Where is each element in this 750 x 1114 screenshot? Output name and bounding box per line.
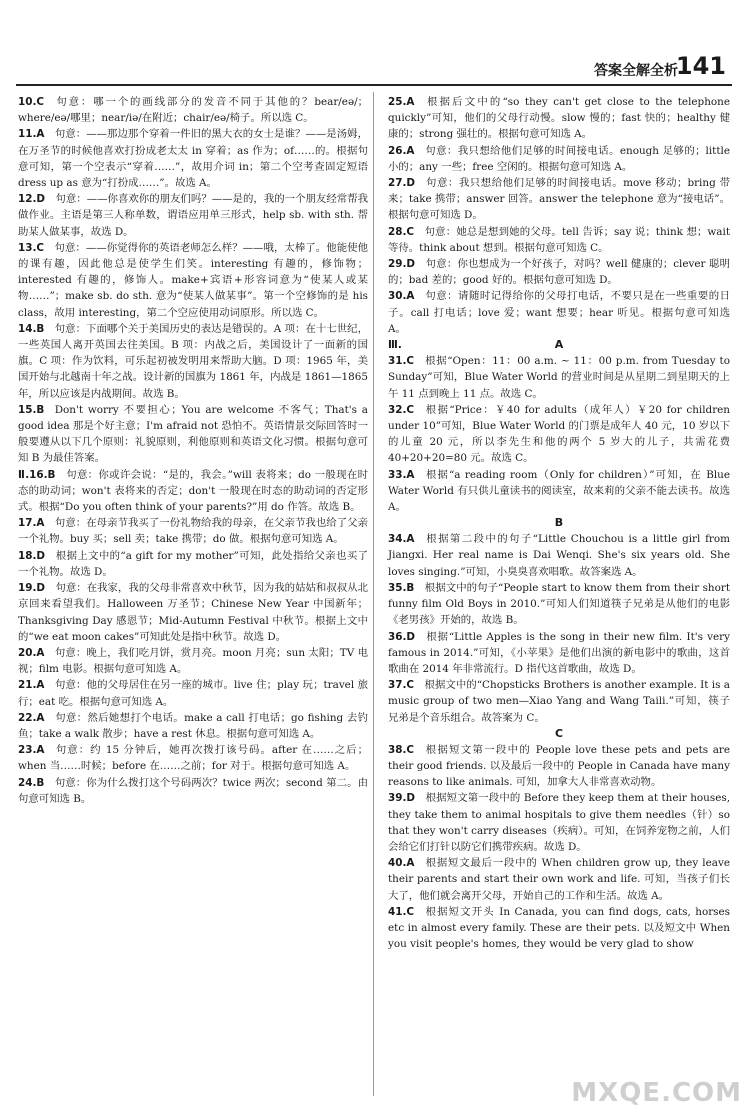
answer-explanation: 根据“Little Apples is the song in their new film. It's very famous in 2014.”可知，《小苹果》是他们出演的新电影中的歌曲，这首歌曲在 2014 年非常流行。D 指代这首歌曲，故选 D。 — [388, 630, 730, 675]
watermark-logo: MXQE.COM — [571, 1078, 742, 1108]
question-number: 14.B — [18, 322, 45, 335]
answer-explanation: 句意：在我家，我的父母非常喜欢中秋节，因为我的姑姑和叔叔从北京回来看望我们。Halloween 万圣节；Chinese New Year 中国新年；Thanksgiving Day 感恩节；Mid-Autumn Festival 中秋节。根据上文中的“we eat moon cakes”可知此处是指中秋节。故选 D。 — [18, 582, 368, 643]
question-number: 40.A — [388, 857, 415, 870]
right-column — [388, 94, 730, 952]
answer-explanation: 根据文中的“Chopsticks Brothers is another example. It is a music group of two men—Xiao Yang and Wang Taili.”可知，筷子兄弟是个音乐组合。故答案为 C。 — [388, 679, 730, 724]
answer-explanation: 根据短文第一段中的 Before they keep them at their houses, they take them to animal hospitals to give them needles（针）so that they won't carry diseases（疾病）。可知，在饲养宠物之前，人们会给它们打针以防它们携带疾病。故选 D。 — [388, 792, 730, 853]
question-number: 20.A — [18, 646, 45, 659]
answer-item — [388, 143, 730, 175]
answer-item — [388, 353, 730, 402]
answer-explanation: Don't worry 不要担心；You are welcome 不客气；That's a good idea 那是个好主意；I'm afraid not 恐怕不。英语情景交际回答时一般要遵从以下几个原则：礼貌原则，利他原则和英语文化习惯。根据句意可知 B 为最佳答案。 — [18, 403, 368, 465]
answer-explanation: 句意：请随时记得给你的父母打电话，不要只是在一些重要的日子。call 打电话；love 爱；want 想要；hear 听见。根据句意可知选 A。 — [388, 290, 730, 335]
answer-explanation: 根据第二段中的句子“Little Chouchou is a little girl from Jiangxi. Her real name is Dai Wenqi. She's six years old. She loves singing.”可知，小臭臭喜欢唱歌。故答案选 A。 — [388, 533, 730, 578]
answer-explanation: 句意：我只想给他们足够的时间接电话。move 移动；bring 带来；take 携带；answer 回答。answer the telephone 意为“接电话”。根据句意可知选 D。 — [388, 177, 730, 222]
question-number: 41.C — [388, 905, 415, 918]
answer-item — [388, 531, 730, 580]
question-number: 25.A — [388, 96, 415, 108]
question-number: 21.A — [18, 679, 45, 692]
question-number: 28.C — [388, 225, 415, 238]
page-number: 141 — [675, 52, 726, 80]
question-number: 24.B — [18, 776, 45, 789]
question-number: 29.D — [388, 258, 416, 271]
answer-item — [388, 256, 730, 288]
question-number: 23.A — [18, 744, 45, 757]
answer-item — [18, 580, 368, 645]
question-number: 18.D — [18, 549, 46, 562]
answer-explanation: 句意：然后她想打个电话。make a call 打电话；go fishing 去钓鱼；take a walk 散步；have a rest 休息。根据句意可知选 A。 — [18, 711, 368, 740]
answer-item — [18, 710, 368, 742]
question-number: 30.A — [388, 290, 415, 303]
section-a-heading: A — [554, 338, 564, 352]
answer-item — [18, 775, 368, 807]
page-header — [0, 0, 750, 84]
answer-explanation: 句意：你为什么拨打这个号码两次？twice 两次；second 第二。由句意可知选 B。 — [18, 776, 368, 805]
answer-item — [388, 904, 730, 953]
answer-item — [388, 742, 730, 791]
answer-explanation: 句意：你或许会说：“是的，我会。”will 表将来；do 一般现在时态的助动词；won't 表将来的否定；don't 一般现在时态的助动词的否定形式。根据“Do you often think of your parents?”用 do 作答。故选 B。 — [18, 468, 368, 514]
answer-item — [388, 224, 730, 256]
question-number: 19.D — [18, 582, 46, 595]
left-column — [18, 94, 368, 807]
question-number: 27.D — [388, 177, 416, 190]
answer-item — [388, 629, 730, 678]
question-number: 13.C — [18, 241, 45, 254]
section-c-heading: C — [554, 726, 564, 740]
answer-item — [18, 321, 368, 402]
question-number: 36.D — [388, 630, 416, 643]
answer-item — [388, 288, 730, 337]
column-divider — [373, 92, 374, 1096]
answer-explanation: 根据短文最后一段中的 When children grow up, they leave their parents and start their own work and life. 可知，当孩子们长大了，他们就会离开父母，开始自己的工作和生活。故选 A。 — [388, 857, 730, 902]
answer-explanation: 根据短文开头 In Canada, you can find dogs, cats, horses etc in almost every family. These are their pets. 以及短文中 When you visit people's homes, they would be very glad to show — [388, 905, 730, 951]
question-number: 12.D — [18, 193, 46, 206]
answer-explanation: 根据“a reading room（Only for children）”可知，在 Blue Water World 有只供儿童读书的阅读室，故来莉的父亲不能去读书。故选 A。 — [388, 468, 730, 514]
answer-item — [18, 548, 368, 580]
answer-explanation: 根据“Open：11：00 a.m. ~ 11：00 p.m. from Tuesday to Sunday”可知，Blue Water World 的营业时间是从星期二到星期天的上午 11 点到晚上 11 点。故选 C。 — [388, 355, 730, 400]
answer-item — [18, 191, 368, 240]
answer-explanation: 句意：下面哪个关于美国历史的表达是错误的。A 项：在十七世纪，一些英国人离开英国去往美国。B 项：内战之后，美国设计了一面新的国旗。C 项：作为饮料，可乐起初被发明用来帮助大脑。D 项：1965 年，美国开始与北越南十年之战。设计新的国旗为 1861 年，内战是 1861—1865 年，所以应该是内战期间。故选 B。 — [18, 322, 368, 400]
answer-explanation: 句意：你也想成为一个好孩子，对吗？well 健康的；clever 聪明的；bad 差的；good 好的。根据句意可知选 D。 — [388, 258, 730, 287]
header-title: 答案全解全析 — [594, 63, 678, 79]
answer-item — [18, 126, 368, 191]
answer-item — [388, 467, 730, 516]
section-3-label: Ⅲ. — [388, 339, 402, 352]
question-number: 39.D — [388, 792, 416, 805]
answer-item — [18, 94, 368, 126]
section-b-heading: B — [554, 516, 564, 530]
answer-explanation: 根据后文中的“so they can't get close to the telephone quickly”可知，他们的父母行动慢。slow 慢的；fast 快的；healthy 健康的；strong 强壮的。根据句意可知选 A。 — [388, 96, 730, 141]
answer-item — [18, 402, 368, 467]
answer-item — [18, 240, 368, 321]
question-number: 32.C — [388, 403, 415, 416]
answer-explanation: 句意：在母亲节我买了一份礼物给我的母亲，在父亲节我也给了父亲一个礼物。buy 买；sell 卖；take 携带；do 做。根据句意可知选 A。 — [18, 517, 368, 546]
answer-explanation: 句意：——那边那个穿着一件旧的黑大衣的女士是谁？——是汤姆，在万圣节的时候他喜欢打扮成老太太 in 穿着；as 作为；of……的。根据句意可知，第一个空表示“穿着……”，故用介词 in；第二个空考查固定短语 dress up as 意为“打扮成……”。故选 A。 — [18, 128, 368, 190]
answer-explanation: 句意：——你喜欢你的朋友们吗？——是的，我的一个朋友经常帮我做作业。主语是第三人称单数，谓语应用单三形式，help sb. with sth. 帮助某人做某事，故选 D。 — [18, 193, 368, 238]
answer-item — [18, 515, 368, 547]
question-number: 38.C — [388, 743, 415, 756]
answer-item — [18, 467, 368, 516]
answer-explanation: 根据上文中的“a gift for my mother”可知，此处指给父亲也买了一个礼物。故选 D。 — [18, 549, 368, 578]
question-number: 35.B — [388, 581, 415, 594]
question-number: 11.A — [18, 128, 45, 141]
answer-explanation: 句意：晚上，我们吃月饼，赏月亮。moon 月亮；sun 太阳；TV 电视；film 电影。根据句意可知选 A。 — [18, 646, 368, 676]
answer-explanation: 句意：我只想给他们足够的时间接电话。enough 足够的；little 小的；any 一些；free 空闲的。根据句意可知选 A。 — [388, 144, 730, 173]
answer-item — [18, 645, 368, 677]
question-number: 26.A — [388, 144, 415, 157]
answer-explanation: 句意：约 15 分钟后，她再次拨打该号码。after 在……之后；when 当……时候；before 在……之前；for 对于。根据句意可知选 A。 — [18, 744, 368, 773]
question-number: 15.B — [18, 403, 45, 416]
question-number: Ⅱ.16.B — [18, 468, 56, 481]
answer-explanation: 根据文中的句子“People start to know them from their short funny film Old Boys in 2010.”可知人们知道筷子兄弟是从他们的电影《老男孩》开始的，故选 B。 — [388, 581, 730, 627]
question-number: 37.C — [388, 679, 415, 692]
question-number: 34.A — [388, 533, 415, 546]
answer-explanation: 句意：他的父母居住在另一座的城市。live 住；play 玩；travel 旅行；eat 吃。根据句意可知选 A。 — [18, 679, 368, 708]
answer-item — [388, 175, 730, 224]
answer-item — [18, 742, 368, 774]
question-number: 33.A — [388, 468, 415, 481]
question-number: 17.A — [18, 517, 45, 530]
answer-item — [388, 855, 730, 904]
answer-explanation: 句意：——你觉得你的英语老师怎么样？——哦，太棒了。他能使他的课有趣，因此他总是使学生们笑。interesting 有趣的，修饰物；interested 有趣的，修饰人。make+宾语+形容词意为“使某人或某物……”；make sb. do sth. 意为“使某人做某事”。第一个空修饰的是 his class，故用 interesting，第二个空应使用动词原形。所以选 C。 — [18, 241, 368, 319]
answer-explanation: 句意：哪一个的画线部分的发音不同于其他的？bear/eə/；where/eə/哪里；near/iə/在附近；chair/eə/椅子。所以选 C。 — [18, 96, 368, 125]
answer-explanation: 根据“Price：￥40 for adults（成年人）￥20 for children under 10”可知，Blue Water World 的门票是成年人 40 元，10 岁以下的儿童 20 元，所以李先生和他的两个 5 岁大的儿子，共需花费 40+20+20=80 元。故选 C。 — [388, 403, 730, 465]
question-number: 31.C — [388, 355, 415, 368]
answer-item — [388, 580, 730, 629]
answer-item — [388, 677, 730, 726]
answer-item — [388, 790, 730, 855]
answer-explanation: 根据短文第一段中的 People love these pets and pets are their good friends. 以及最后一段中的 People in Canada have many reasons to like animals. 可知，加拿大人非常喜欢动物。 — [388, 743, 730, 789]
question-number: 10.C — [18, 96, 45, 108]
header-rule — [16, 84, 732, 86]
answer-explanation: 句意：她总是想到她的父母。tell 告诉；say 说；think 想；wait 等待。think about 想到。根据句意可知选 C。 — [388, 225, 730, 254]
answer-item — [388, 402, 730, 467]
question-number: 22.A — [18, 711, 45, 724]
answer-item — [388, 94, 730, 143]
answer-item — [18, 677, 368, 709]
